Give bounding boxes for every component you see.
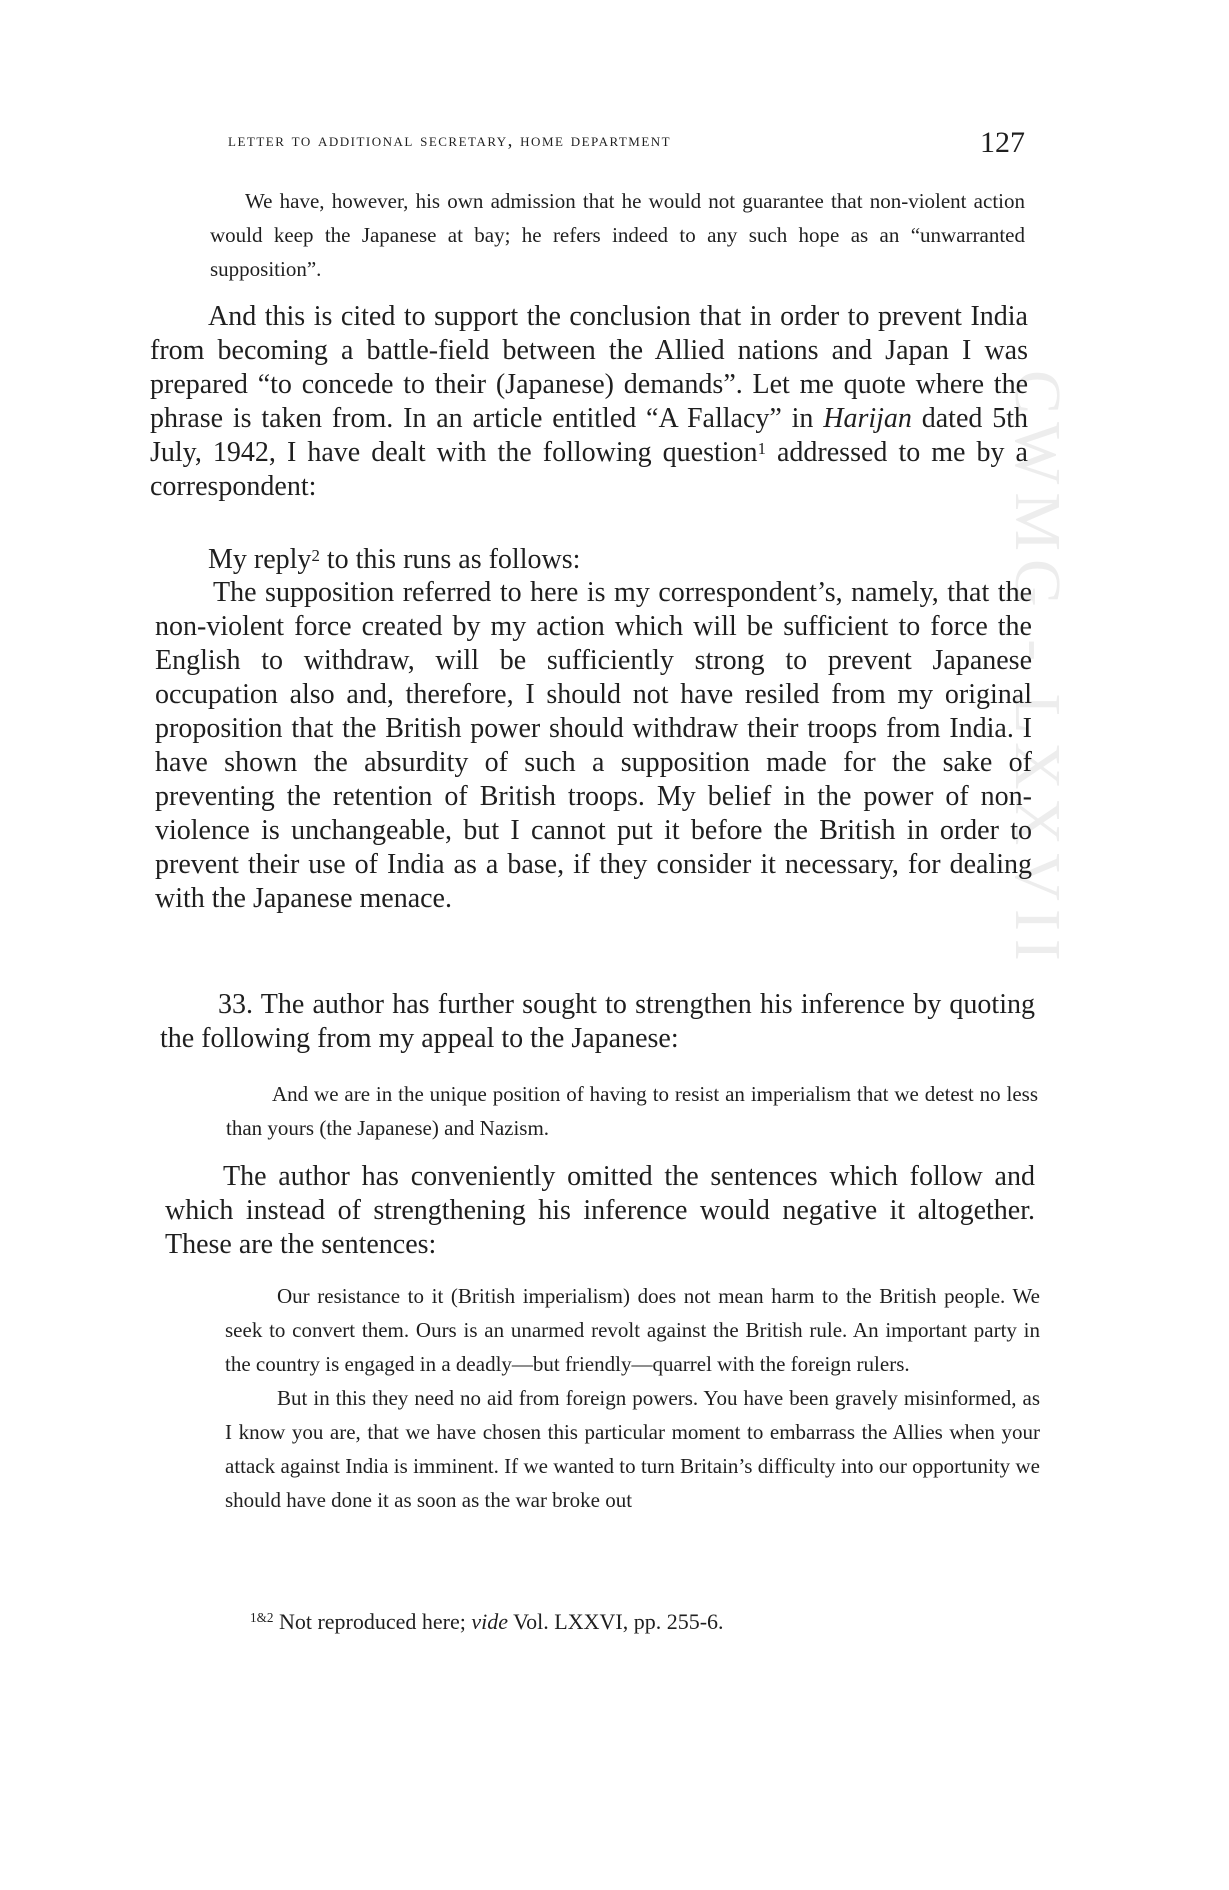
- text-run: And this is cited to support the conclusion that in order to prevent India from becoming a battle-field between the Allied nations and Japan I was prepared “to concede to their (Japanese) demands”. Let me quote where the phrase is taken from. In an article entitled “A Fallacy” in: [150, 301, 1028, 434]
- watermark: CWMG - LXXVII: [1001, 370, 1074, 969]
- text-run: dated 5th July, 1942, I have dealt with the following question: [150, 403, 1028, 468]
- quote-text: Our resistance to it (British imperialism) does not mean harm to the British people. We seek to convert them. Ours is an unarmed revolt against the British rule. An important party in the country is engaged in a deadly—but friendly—quarrel with the foreign rulers.: [225, 1284, 1040, 1376]
- text-run: My reply: [208, 544, 312, 575]
- running-title: letter to additional secretary, home department: [228, 130, 672, 151]
- text-run: Not reproduced here;: [273, 1609, 472, 1634]
- block-quote-3: [225, 1279, 1040, 1517]
- paragraph-text: [150, 543, 1030, 577]
- block-quote-1: [210, 184, 1025, 286]
- paragraph-text: The supposition referred to here is my correspondent’s, namely, that the non-violent force created by my action which will be sufficient to force the English to withdraw, will be sufficiently strong to prevent Japanese occupation also and, therefore, I should not have resiled from my original proposition that the British power should withdraw their troops from India. I have shown the absurdity of such a supposition made for the sake of preventing the retention of British troops. My belief in the power of non-violence is unchangeable, but I cannot put it before the British in order to prevent their use of India as a base, if they consider it necessary, for dealing with the Japanese menace.: [155, 577, 1032, 914]
- paragraph-3: [155, 576, 1032, 916]
- paragraph-text: [150, 300, 1028, 504]
- page-number: 127: [980, 126, 1025, 159]
- footnote-marker: 1&2: [250, 1610, 274, 1625]
- italic-text: Harijan: [823, 403, 912, 434]
- footnote-ref: 1: [757, 439, 766, 458]
- paragraph-5: [165, 1160, 1035, 1262]
- text-run: addressed to me by a correspondent:: [150, 437, 1028, 502]
- quote-text: We have, however, his own admission that he would not guarantee that non-violent action would keep the Japanese at bay; he refers indeed to any such hope as an “unwarranted supposition”.: [210, 189, 1025, 281]
- paragraph-4: [160, 988, 1035, 1056]
- text-run: Vol. LXXVI, pp. 255-6.: [508, 1609, 724, 1634]
- paragraph-text: The author has conveniently omitted the sentences which follow and which instead of strengthening his inference would negative it altogether. These are the sentences:: [165, 1161, 1035, 1260]
- block-quote-2: [226, 1077, 1038, 1145]
- paragraph-1: [150, 300, 1028, 504]
- italic-text: vide: [471, 1609, 509, 1634]
- text-run: to this runs as follows:: [319, 544, 581, 575]
- paragraph-2: [150, 543, 1030, 577]
- quote-text: But in this they need no aid from foreign powers. You have been gravely misinformed, as I know you are, that we have chosen this particular moment to embarrass the Allies when your attack against India is imminent. If we wanted to turn Britain’s difficulty into our opportunity we should have done it as soon as the war broke out: [225, 1386, 1040, 1512]
- footnote-ref: 2: [311, 546, 320, 565]
- quote-text: And we are in the unique position of having to resist an imperialism that we detest no less than yours (the Japanese) and Nazism.: [226, 1082, 1038, 1140]
- paragraph-text: 33. The author has further sought to strengthen his inference by quoting the following from my appeal to the Japanese:: [160, 989, 1035, 1054]
- footnote: [250, 1608, 1050, 1636]
